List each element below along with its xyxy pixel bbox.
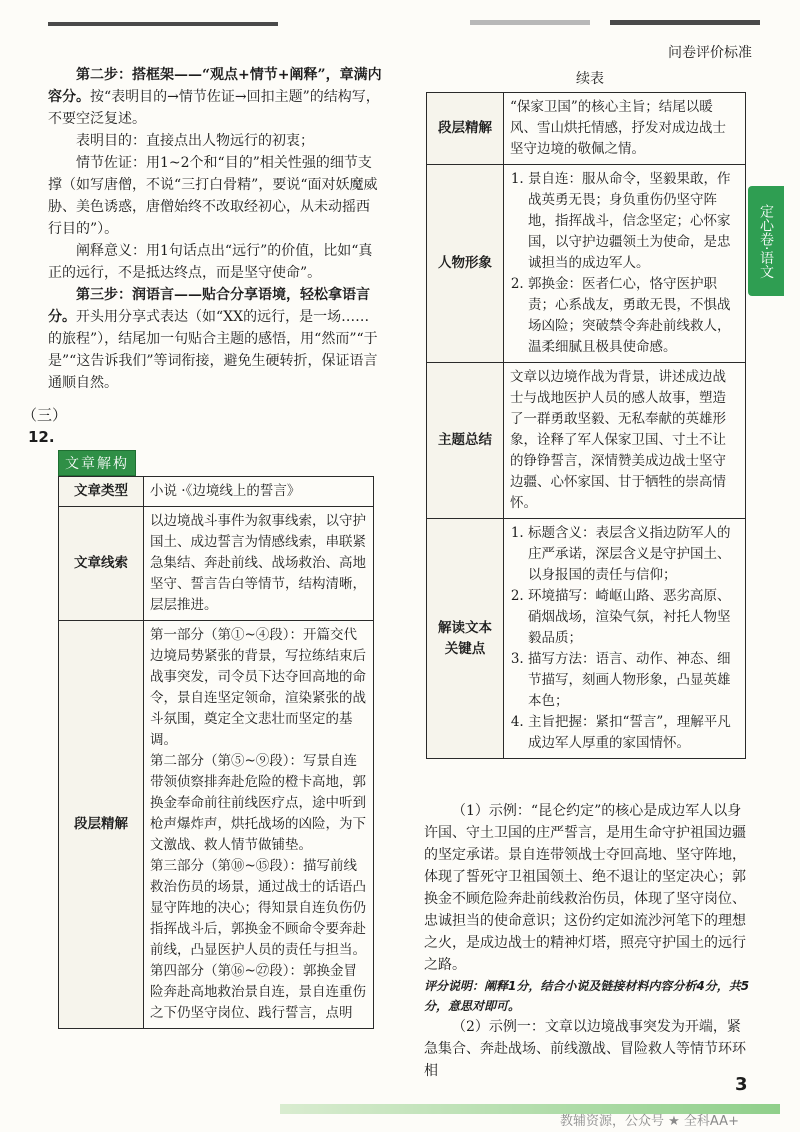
- step2-desc: 按“表明目的→情节佐证→回扣主题”的结构写，不要空泛复述。: [48, 89, 380, 127]
- answer-text: [424, 800, 750, 1082]
- step3-title: 第三步：润语言——贴合分享语境，轻松拿语言分。: [48, 287, 370, 325]
- question-number: 12.: [28, 428, 55, 446]
- row-head: 段层精解: [427, 93, 504, 165]
- part-3: 第三部分（第⑩~⑮段）：描写前线救治伤员的场景，通过战士的话语凸显守阵地的决心；得知景自连负伤仍指挥战斗后，郭换金不顾命令要奔赴前线，凸显医护人员的责任与担当。: [150, 858, 366, 958]
- section-badge: 文章解构: [58, 450, 136, 476]
- table-row: [427, 519, 746, 759]
- top-rule-left: [48, 22, 278, 26]
- table-row: [59, 477, 374, 507]
- top-rule-right: [610, 20, 760, 25]
- table-row: [59, 621, 374, 1029]
- row-body: 小说 ·《边境线上的誓言》: [144, 477, 374, 507]
- step3-desc: 开头用分享式表达（如“XX的远行，是一场……的旅程”），结尾加一句贴合主题的感悟，用“然而”“于是”“这告诉我们”等词衔接，避免生硬转折，保证语言通顺自然。: [48, 309, 378, 391]
- part-1: 第一部分（第①~④段）：开篇交代边境局势紧张的背景，写拉练结束后战事突发，司令员下达夺回高地的命令，景自连坚定领命，渲染紧张的战斗氛围，奠定全文悲壮而坚定的基调。: [150, 627, 366, 748]
- row-head: 文章线索: [59, 507, 144, 621]
- list-item: 1. 标题含义：表层含义指边防军人的庄严承诺，深层含义是守护国土、以身报国的责任与信仰；: [528, 523, 739, 586]
- part-2: 第二部分（第⑤~⑨段）：写景自连带领侦察排奔赴危险的橙卡高地，郭换金奉命前往前线医疗点，途中听到枪声爆炸声，烘托战场的凶险，为下文激战、救人情节做铺垫。: [150, 753, 366, 853]
- scoring-note: 评分说明：阐释1分，结合小说及链接材料内容分析4分，共5分，意思对即可。: [424, 979, 750, 1013]
- row-head: 文章类型: [59, 477, 144, 507]
- list-item: 2. 郭换金：医者仁心，恪守医护职责；心系战友，勇敢无畏，不惧战场凶险；突破禁令奔赴前线救人，温柔细腻且极具使命感。: [528, 274, 739, 358]
- answer-1: （1）示例：“昆仑约定”的核心是成边军人以身许国、守土卫国的庄严誓言，是用生命守护祖国边疆的坚定承诺。景自连带领战士夺回高地、坚守阵地，体现了誓死守卫祖国领土、绝不退让的坚定决心；郭换金不顾危险奔赴前线救治伤员，体现了坚守岗位、忠诚担当的使命意识；这份约定如流沙河笔下的理想之火，是成边战士的精神灯塔，照亮守护国土的远行之路。: [424, 803, 746, 973]
- row-body: 文章以边境作战为背景，讲述成边战士与战地医护人员的感人故事，塑造了一群勇敢坚毅、无私奉献的英雄形象，诠释了军人保家卫国、寸土不让的铮铮誓言，深情赞美成边战士坚守边疆、心怀家国、甘于牺牲的崇高情怀。: [504, 363, 746, 519]
- left-column: [48, 64, 382, 394]
- header-title: 问卷评价标准: [668, 45, 752, 61]
- row-body: [144, 621, 374, 1029]
- section-label: （三）: [22, 406, 68, 424]
- analysis-table-left: [58, 476, 374, 1029]
- row-head: 主题总结: [427, 363, 504, 519]
- answer-2: （2）示例一：文章以边境战事突发为开端，紧急集合、奔赴战场、前线激战、冒险救人等情节环环相: [424, 1019, 746, 1079]
- row-head: 人物形象: [427, 165, 504, 363]
- line-meaning: 阐释意义：用1句话点出“远行”的价值，比如“真正的远行，不是抵达终点，而是坚守使命”。: [48, 243, 373, 281]
- table-row: [427, 165, 746, 363]
- row-body: “保家卫国”的核心主旨；结尾以暖风、雪山烘托情感，抒发对成边战士坚守边境的敬佩之情。: [504, 93, 746, 165]
- line-purpose: 表明目的：直接点出人物远行的初衷；: [76, 133, 314, 149]
- side-tab: 定心卷·语文: [748, 186, 784, 296]
- row-body: [504, 165, 746, 363]
- row-body: [504, 519, 746, 759]
- page-number: 3: [735, 1074, 748, 1095]
- table-row: [427, 363, 746, 519]
- list-item: 3. 描写方法：语言、动作、神态、细节描写，刻画人物形象，凸显英雄本色；: [528, 649, 739, 712]
- row-head: 解读文本关键点: [427, 519, 504, 759]
- analysis-table-right: [426, 92, 746, 759]
- list-item: 2. 环境描写：崎岖山路、恶劣高原、硝烟战场，渲染气氛，衬托人物坚毅品质；: [528, 586, 739, 649]
- row-head: 段层精解: [59, 621, 144, 1029]
- footer-watermark: 教辅资源，公众号 ★ 全科AA+: [560, 1114, 739, 1129]
- list-item: 1. 景自连：服从命令，坚毅果敢，作战英勇无畏；身负重伤仍坚守阵地，指挥战斗，信念坚定；心怀家国，以守护边疆领土为使命，是忠诚担当的成边军人。: [528, 169, 739, 274]
- table-row: [427, 93, 746, 165]
- part-4: 第四部分（第⑯~㉗段）：郭换金冒险奔赴高地救治景自连，景自连重伤之下仍坚守岗位、践行誓言，点明: [150, 963, 366, 1021]
- list-item: 4. 主旨把握：紧扣“誓言”，理解平凡成边军人厚重的家国情怀。: [528, 712, 739, 754]
- continued-label: 续表: [576, 71, 604, 87]
- line-evidence: 情节佐证：用1~2个和“目的”相关性强的细节支撑（如写唐僧，不说“三打白骨精”，要说“面对妖魔威胁、美色诱惑，唐僧始终不改取经初心，从未动摇西行目的”）。: [48, 155, 378, 237]
- table-row: [59, 507, 374, 621]
- row-body: 以边境战斗事件为叙事线索，以守护国土、成边誓言为情感线索，串联紧急集结、奔赴前线、战场救治、高地坚守、誓言告白等情节，结构清晰，层层推进。: [144, 507, 374, 621]
- step2-title: 第二步：搭框架——“观点+情节+阐释”，章满内容分。: [48, 67, 382, 105]
- top-rule-right-light: [470, 20, 590, 25]
